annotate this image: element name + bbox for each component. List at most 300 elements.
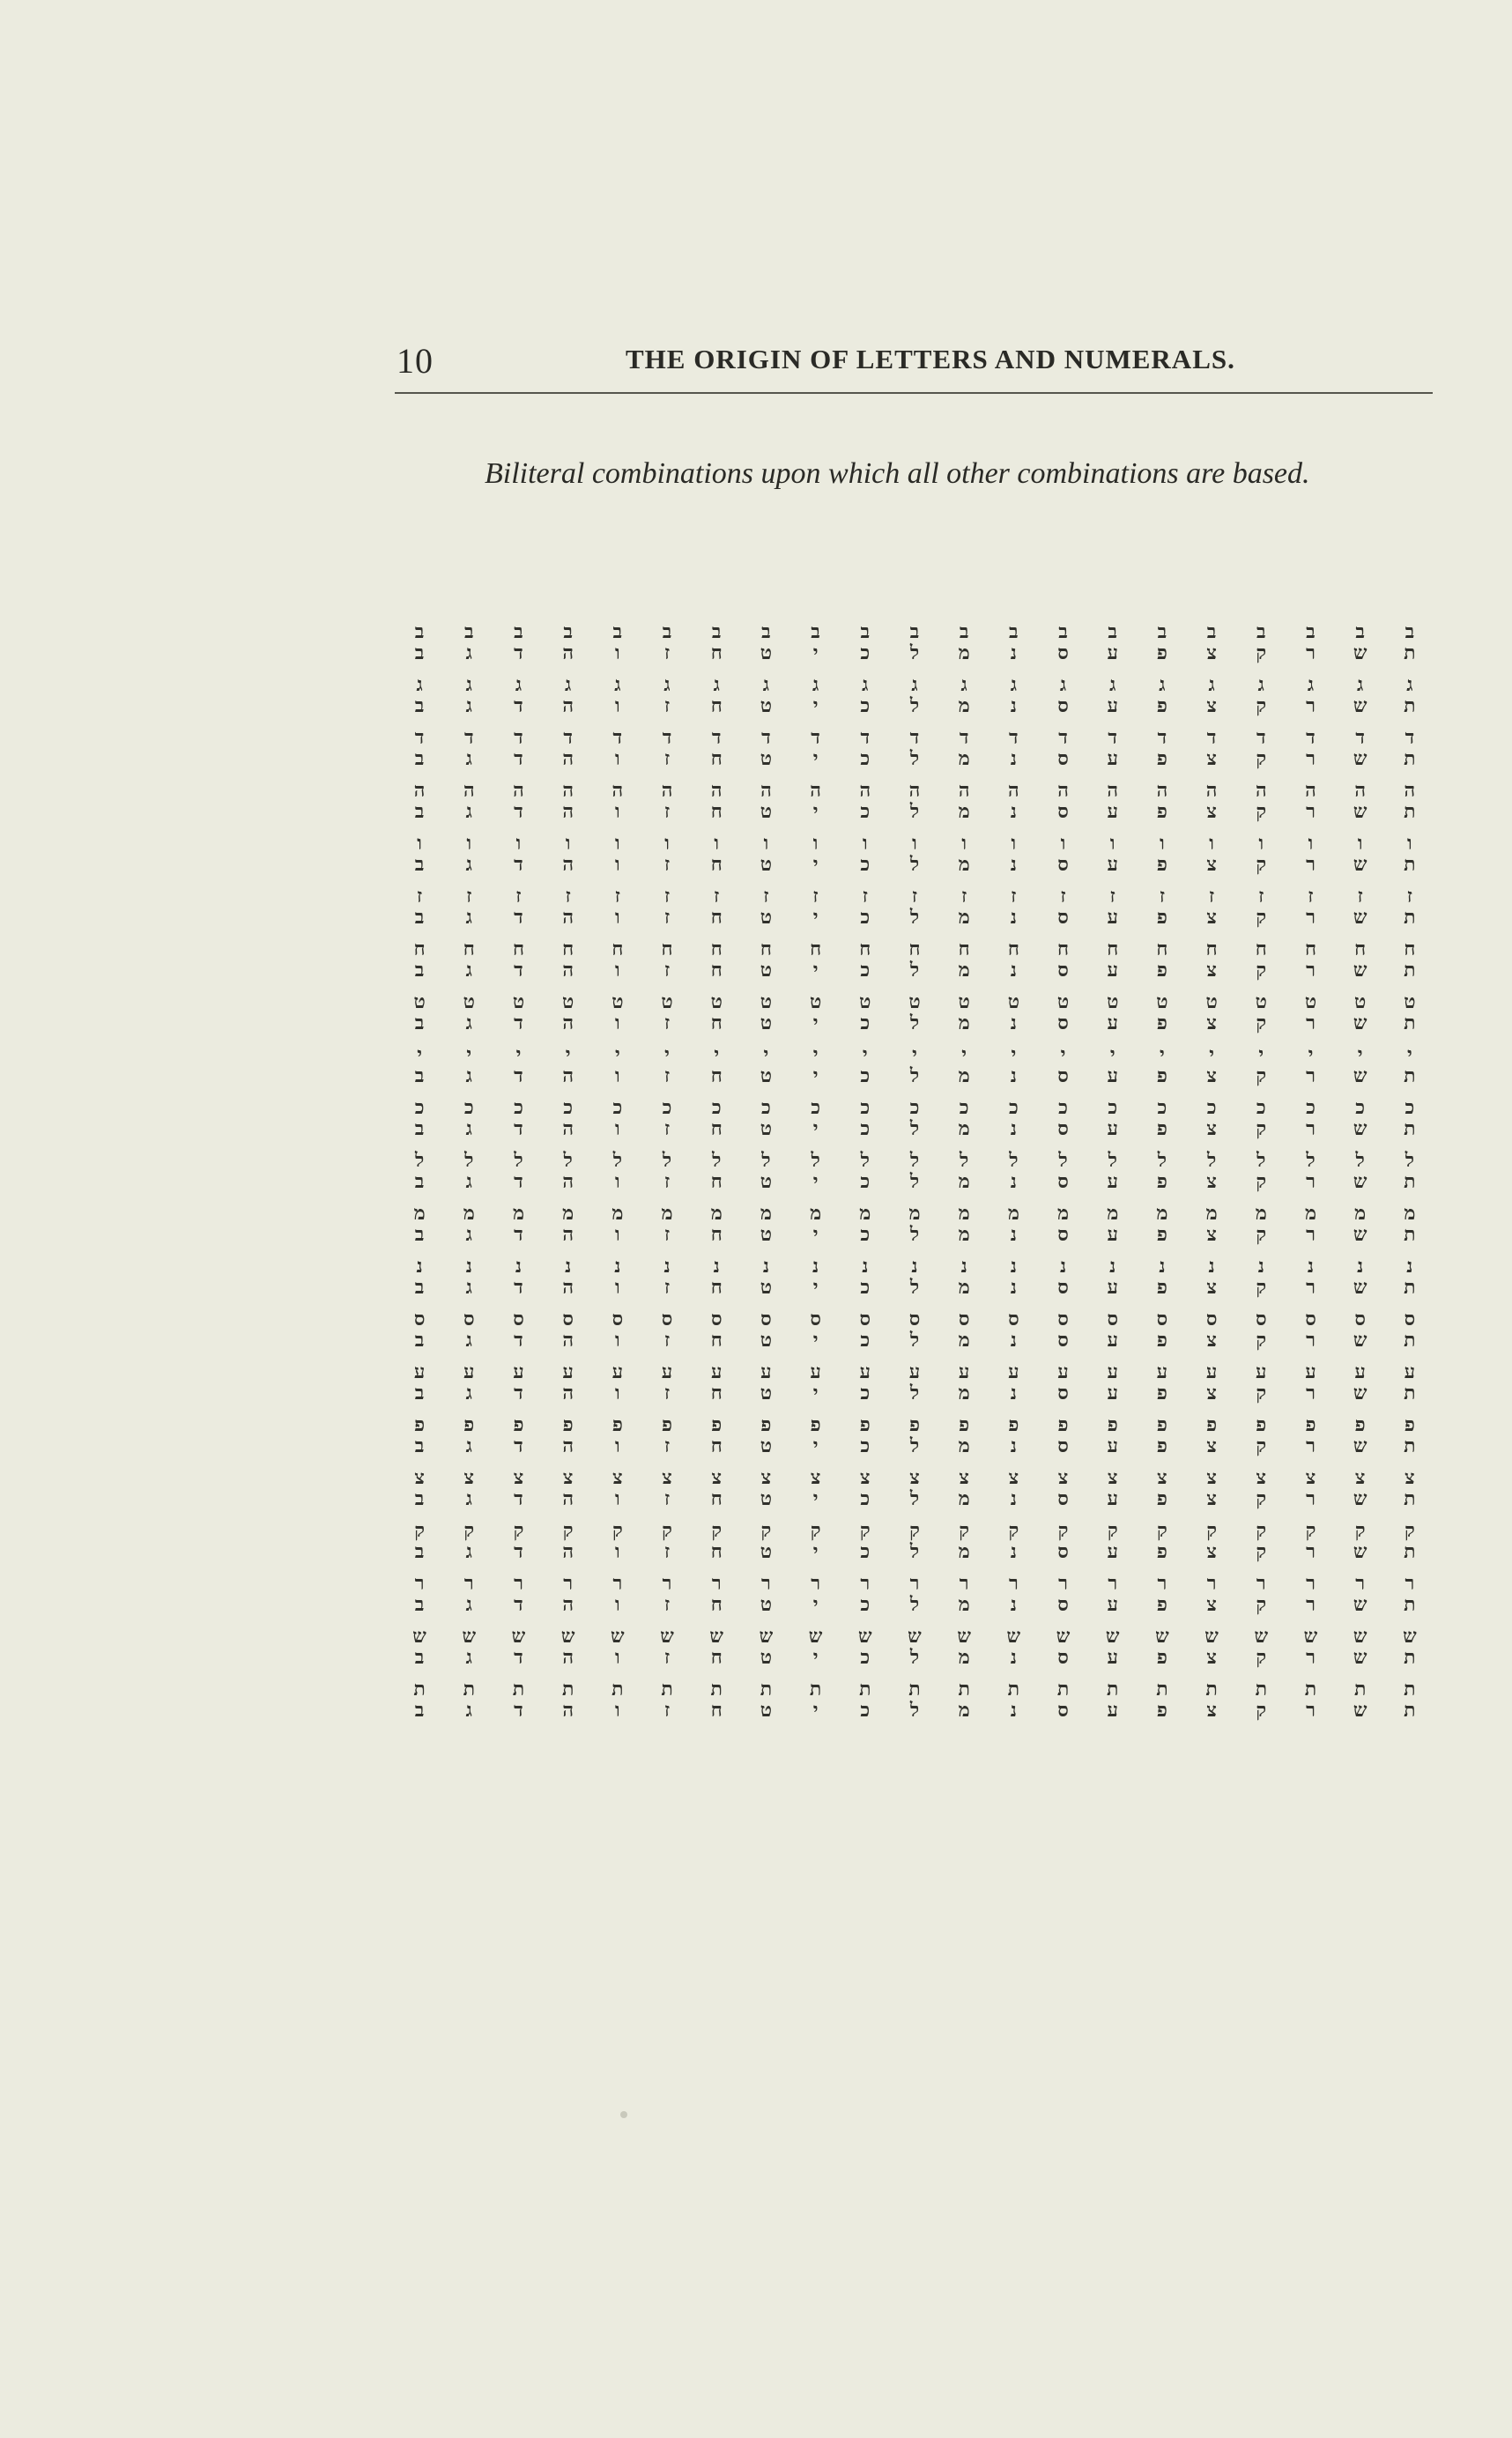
combination-cell: ת ט: [760, 1678, 773, 1722]
combination-cell: ז ס: [1057, 886, 1069, 929]
combination-cell: ס ר: [1305, 1308, 1316, 1352]
combination-cell: ל ע: [1107, 1150, 1118, 1193]
combination-cell: ר ב: [414, 1573, 425, 1616]
combination-cell: ו י: [812, 833, 819, 876]
combination-cell: ש כ: [857, 1626, 872, 1669]
combination-cell: ט מ: [958, 991, 970, 1034]
combination-cell: ט י: [809, 991, 822, 1034]
combination-cell: ה ז: [661, 780, 673, 823]
combination-cell: נ כ: [860, 1256, 871, 1299]
combination-cell: כ ר: [1306, 1097, 1316, 1140]
combination-cell: מ י: [810, 1203, 822, 1246]
combination-cell: נ פ: [1156, 1256, 1167, 1299]
combination-cell: ו ט: [760, 833, 773, 876]
combination-cell: כ ל: [909, 1097, 920, 1140]
combination-cell: ר ד: [514, 1573, 523, 1616]
paper-speck: [620, 2111, 627, 2118]
combination-cell: ה ל: [908, 780, 921, 823]
combination-cell: י ל: [909, 1044, 920, 1087]
combination-cell: ג ו: [614, 674, 621, 717]
combination-cell: ז כ: [860, 886, 871, 929]
combination-cell: צ ס: [1057, 1467, 1069, 1510]
combination-cell: ע כ: [859, 1361, 871, 1404]
combination-cell: ג ש: [1353, 674, 1367, 717]
combination-cell: ע ק: [1256, 1361, 1267, 1404]
combination-cell: ת י: [809, 1678, 822, 1722]
combination-cell: ב ו: [612, 621, 623, 664]
combination-cell: ס ב: [413, 1308, 426, 1352]
combination-cell: ז י: [812, 886, 819, 929]
combination-cell: נ נ: [1010, 1256, 1017, 1299]
combination-cell: פ ר: [1305, 1414, 1316, 1457]
combination-cell: ח ט: [760, 938, 773, 982]
combination-cell: ל ג: [464, 1150, 474, 1193]
combination-cell: ת ש: [1353, 1678, 1367, 1722]
combination-cell: מ פ: [1156, 1203, 1168, 1246]
combination-cell: י פ: [1156, 1044, 1167, 1087]
combination-cell: ז ל: [909, 886, 920, 929]
combination-cell: ו ח: [710, 833, 723, 876]
combination-cell: ע צ: [1205, 1361, 1218, 1404]
combination-cell: ו ר: [1306, 833, 1316, 876]
combination-cell: ע פ: [1156, 1361, 1168, 1404]
combination-cell: ד צ: [1206, 727, 1217, 770]
combination-cell: צ ו: [612, 1467, 623, 1510]
combination-row: [395, 1674, 1434, 1727]
combination-cell: ע נ: [1008, 1361, 1019, 1404]
combination-cell: ב צ: [1206, 621, 1217, 664]
combination-cell: צ פ: [1156, 1467, 1167, 1510]
combination-cell: ס ק: [1256, 1308, 1267, 1352]
combination-cell: ה ט: [760, 780, 773, 823]
combination-cell: פ ח: [710, 1414, 723, 1457]
combination-row: [395, 1145, 1434, 1198]
combination-cell: מ כ: [859, 1203, 871, 1246]
combination-cell: ח ע: [1107, 938, 1119, 982]
combination-cell: ת ת: [1404, 1678, 1416, 1722]
combination-cell: ת ק: [1255, 1678, 1267, 1722]
combination-row: [395, 881, 1434, 934]
combination-cell: ח ק: [1255, 938, 1267, 982]
combination-cell: ט ר: [1304, 991, 1317, 1034]
combination-cell: פ ק: [1256, 1414, 1267, 1457]
combination-cell: ב פ: [1156, 621, 1167, 664]
combination-row: [395, 1463, 1434, 1515]
combination-row: [395, 1040, 1434, 1093]
combination-cell: ז מ: [958, 886, 970, 929]
combination-cell: צ ת: [1404, 1467, 1416, 1510]
combination-cell: פ כ: [859, 1414, 871, 1457]
combination-cell: ר ג: [463, 1573, 474, 1616]
combination-cell: ר י: [811, 1573, 820, 1616]
combination-cell: ש ס: [1056, 1626, 1071, 1669]
combination-cell: צ ע: [1107, 1467, 1118, 1510]
combination-cell: ת ג: [463, 1678, 475, 1722]
combination-cell: פ ו: [611, 1414, 623, 1457]
combination-row: [395, 1357, 1434, 1410]
combination-cell: ז ח: [710, 886, 723, 929]
combination-cell: ט ה: [562, 991, 574, 1034]
combination-cell: י ר: [1306, 1044, 1316, 1087]
combination-cell: צ ק: [1256, 1467, 1267, 1510]
combination-cell: כ ד: [514, 1097, 523, 1140]
combination-cell: כ מ: [958, 1097, 970, 1140]
combination-cell: ח פ: [1156, 938, 1168, 982]
combination-cell: ש פ: [1155, 1626, 1169, 1669]
combination-cell: ב ק: [1256, 621, 1267, 664]
combination-cell: ט ש: [1353, 991, 1367, 1034]
combination-cell: ה ש: [1353, 780, 1367, 823]
combination-cell: ק ק: [1256, 1520, 1267, 1563]
combination-cell: ת ח: [710, 1678, 723, 1722]
combination-cell: ד י: [811, 727, 820, 770]
combination-cell: צ כ: [860, 1467, 871, 1510]
combination-cell: ת ז: [661, 1678, 673, 1722]
combination-cell: ו כ: [860, 833, 871, 876]
combination-cell: ג פ: [1156, 674, 1167, 717]
combination-cell: ו ע: [1107, 833, 1118, 876]
combination-cell: ש ו: [611, 1626, 625, 1669]
combination-cell: כ ח: [710, 1097, 723, 1140]
combination-cell: ד ס: [1057, 727, 1069, 770]
combination-cell: נ ה: [562, 1256, 574, 1299]
combination-cell: ה כ: [859, 780, 871, 823]
combination-cell: ג ז: [663, 674, 671, 717]
combination-cell: ק ט: [760, 1520, 773, 1563]
combination-row: [395, 1093, 1434, 1145]
combination-cell: ל י: [811, 1150, 820, 1193]
combination-cell: ל נ: [1009, 1150, 1019, 1193]
combination-cell: ו ס: [1057, 833, 1069, 876]
combination-cell: ז ט: [760, 886, 773, 929]
combination-cell: ז ג: [465, 886, 472, 929]
combination-cell: ב מ: [958, 621, 970, 664]
combination-cell: ח ש: [1353, 938, 1367, 982]
combination-cell: ו מ: [958, 833, 970, 876]
combination-cell: ב כ: [860, 621, 871, 664]
combination-cell: ר מ: [958, 1573, 970, 1616]
combination-cell: ד נ: [1009, 727, 1019, 770]
combination-cell: ד ו: [612, 727, 623, 770]
combination-cell: צ ט: [760, 1467, 773, 1510]
combination-cell: ת ה: [561, 1678, 574, 1722]
combination-cell: ז ז: [663, 886, 671, 929]
combination-cell: ק ע: [1107, 1520, 1118, 1563]
combination-cell: ג ח: [710, 674, 723, 717]
combination-cell: ר ז: [662, 1573, 672, 1616]
combination-cell: ד ד: [514, 727, 523, 770]
combination-cell: ג ר: [1306, 674, 1316, 717]
combination-cell: ה י: [810, 780, 821, 823]
combination-cell: כ כ: [860, 1097, 871, 1140]
combination-cell: ס פ: [1156, 1308, 1168, 1352]
combination-cell: ק ש: [1353, 1520, 1367, 1563]
combination-cell: ק ה: [562, 1520, 574, 1563]
combination-cell: ה ב: [413, 780, 426, 823]
combination-row: [395, 987, 1434, 1040]
combination-cell: ג ב: [414, 674, 425, 717]
combination-cell: נ ד: [514, 1256, 523, 1299]
combination-cell: ת ו: [611, 1678, 624, 1722]
combination-cell: ר ה: [562, 1573, 574, 1616]
combination-cell: מ ג: [463, 1203, 475, 1246]
combination-cell: ח כ: [859, 938, 871, 982]
combination-cell: י ז: [663, 1044, 671, 1087]
combination-cell: פ ד: [513, 1414, 524, 1457]
combination-cell: ח ב: [413, 938, 426, 982]
combination-cell: ס ס: [1057, 1308, 1069, 1352]
combination-cell: ז ע: [1107, 886, 1118, 929]
combination-cell: ו ק: [1256, 833, 1267, 876]
combination-cell: כ ש: [1353, 1097, 1367, 1140]
combination-cell: ק ח: [710, 1520, 723, 1563]
combination-cell: ת פ: [1156, 1678, 1168, 1722]
combination-cell: ס ע: [1107, 1308, 1118, 1352]
combination-cell: ג צ: [1206, 674, 1217, 717]
combination-cell: ה מ: [958, 780, 970, 823]
combination-cell: נ מ: [958, 1256, 970, 1299]
combination-cell: ש ל: [908, 1626, 922, 1669]
combination-cell: ש ד: [511, 1626, 526, 1669]
combination-cell: ז ר: [1306, 886, 1316, 929]
combination-cell: ג ת: [1404, 674, 1416, 717]
combination-cell: ד ש: [1353, 727, 1367, 770]
combination-cell: ת נ: [1007, 1678, 1020, 1722]
combination-cell: ד מ: [958, 727, 970, 770]
combination-cell: ד ע: [1107, 727, 1118, 770]
combination-cell: כ ס: [1057, 1097, 1069, 1140]
combination-cell: ב ר: [1306, 621, 1316, 664]
combination-cell: י ש: [1353, 1044, 1367, 1087]
combination-cell: ע י: [810, 1361, 821, 1404]
combination-cell: ס ו: [611, 1308, 624, 1352]
combination-row: [395, 828, 1434, 881]
combination-cell: ו ז: [663, 833, 671, 876]
combination-cell: ל ז: [662, 1150, 672, 1193]
combination-cell: ע ו: [611, 1361, 624, 1404]
combination-cell: ס מ: [958, 1308, 970, 1352]
combination-cell: כ ג: [463, 1097, 474, 1140]
combination-cell: ב ג: [463, 621, 474, 664]
combination-cell: ט צ: [1205, 991, 1218, 1034]
combination-cell: מ ש: [1353, 1203, 1367, 1246]
combination-cell: צ ר: [1305, 1467, 1316, 1510]
combination-cell: פ מ: [958, 1414, 970, 1457]
combination-cell: ז ש: [1353, 886, 1367, 929]
combination-row: [395, 723, 1434, 775]
combination-cell: ד כ: [860, 727, 871, 770]
combination-cell: ד ז: [662, 727, 672, 770]
combination-cell: ט ג: [463, 991, 475, 1034]
combination-cell: צ ג: [463, 1467, 475, 1510]
combination-cell: ח ר: [1304, 938, 1316, 982]
combination-cell: ת ע: [1107, 1678, 1119, 1722]
combination-cell: ל ו: [612, 1150, 622, 1193]
combination-cell: פ ס: [1057, 1414, 1069, 1457]
combination-cell: כ פ: [1156, 1097, 1167, 1140]
combination-cell: ט ע: [1107, 991, 1119, 1034]
combination-cell: ס ד: [513, 1308, 524, 1352]
combination-cell: ל ד: [514, 1150, 523, 1193]
combination-cell: ק ל: [909, 1520, 920, 1563]
combination-row: [395, 775, 1434, 828]
combination-cell: ז ה: [562, 886, 574, 929]
combination-cell: ח ז: [661, 938, 673, 982]
combination-cell: כ ק: [1256, 1097, 1267, 1140]
combination-cell: ב ד: [514, 621, 523, 664]
combination-cell: ו ד: [514, 833, 523, 876]
combination-cell: ק ד: [513, 1520, 524, 1563]
combination-cell: ג י: [812, 674, 819, 717]
combination-cell: י ט: [760, 1044, 773, 1087]
combination-cell: ג ג: [465, 674, 472, 717]
combination-cell: י ק: [1256, 1044, 1267, 1087]
combination-cell: ג ה: [562, 674, 574, 717]
combination-cell: ט נ: [1007, 991, 1019, 1034]
combination-cell: ב ע: [1107, 621, 1118, 664]
combination-cell: ו ה: [562, 833, 574, 876]
combination-cell: ש ה: [560, 1626, 575, 1669]
combination-cell: נ ר: [1306, 1256, 1316, 1299]
combination-cell: י ד: [514, 1044, 523, 1087]
combination-cell: ח נ: [1007, 938, 1019, 982]
combination-cell: ח ו: [611, 938, 624, 982]
combination-cell: ס ש: [1353, 1308, 1367, 1352]
combination-cell: כ צ: [1206, 1097, 1217, 1140]
combination-cell: ר כ: [860, 1573, 871, 1616]
combination-cell: ה ע: [1107, 780, 1119, 823]
combination-cell: י נ: [1010, 1044, 1017, 1087]
combination-cell: נ ע: [1107, 1256, 1118, 1299]
combination-cell: צ מ: [958, 1467, 970, 1510]
combination-cell: ב י: [811, 621, 820, 664]
combination-cell: נ ח: [710, 1256, 723, 1299]
combination-cell: ק ז: [662, 1520, 672, 1563]
combination-cell: כ ה: [562, 1097, 574, 1140]
combination-cell: ו נ: [1010, 833, 1017, 876]
combination-cell: מ ט: [760, 1203, 773, 1246]
combination-cell: פ ת: [1404, 1414, 1416, 1457]
combination-cell: ת ל: [908, 1678, 921, 1722]
combination-cell: ה ת: [1404, 780, 1416, 823]
combination-cell: ח ח: [710, 938, 723, 982]
combination-cell: ת כ: [859, 1678, 871, 1722]
combination-cell: ש ש: [1353, 1626, 1367, 1669]
combination-cell: ח ה: [562, 938, 574, 982]
combination-cell: ז ק: [1256, 886, 1267, 929]
combination-cell: ת ס: [1056, 1678, 1070, 1722]
combination-cell: ל ח: [710, 1150, 723, 1193]
combination-cell: ב ז: [662, 621, 672, 664]
combination-cell: ז נ: [1010, 886, 1017, 929]
combination-cell: פ ש: [1353, 1414, 1367, 1457]
combination-cell: ק ג: [463, 1520, 475, 1563]
combination-cell: צ צ: [1206, 1467, 1217, 1510]
combination-cell: ע ב: [413, 1361, 426, 1404]
combination-row: [395, 1410, 1434, 1463]
combination-cell: ה נ: [1008, 780, 1019, 823]
combination-cell: ו צ: [1206, 833, 1217, 876]
combination-cell: ה ק: [1255, 780, 1267, 823]
combination-cell: ט ל: [908, 991, 921, 1034]
combination-cell: מ ו: [611, 1203, 624, 1246]
combination-cell: ב ט: [760, 621, 773, 664]
combination-cell: ק ב: [414, 1520, 425, 1563]
combination-cell: ו ב: [414, 833, 425, 876]
combination-row: [395, 670, 1434, 723]
combination-cell: ש י: [808, 1626, 823, 1669]
combination-cell: ה ס: [1057, 780, 1069, 823]
combination-cell: כ ט: [760, 1097, 773, 1140]
combination-cell: מ ב: [413, 1203, 426, 1246]
combination-cell: ק ת: [1404, 1520, 1416, 1563]
combination-cell: ב ס: [1057, 621, 1069, 664]
combination-cell: נ ב: [414, 1256, 425, 1299]
combination-cell: פ פ: [1156, 1414, 1167, 1457]
combination-cell: י ב: [414, 1044, 425, 1087]
combination-cell: ד ק: [1256, 727, 1267, 770]
combination-cell: ו ג: [465, 833, 472, 876]
combination-cell: ב ש: [1353, 621, 1367, 664]
combination-cell: ק כ: [859, 1520, 871, 1563]
combination-cell: ו ש: [1353, 833, 1367, 876]
combination-cell: פ ל: [908, 1414, 920, 1457]
combination-cell: י ס: [1057, 1044, 1069, 1087]
combination-cell: י ג: [465, 1044, 472, 1087]
combination-cell: ק נ: [1008, 1520, 1019, 1563]
combination-cell: ע ס: [1057, 1361, 1069, 1404]
combination-cell: ט ד: [512, 991, 525, 1034]
combination-cell: ע ד: [513, 1361, 524, 1404]
combination-cell: ח ד: [512, 938, 524, 982]
combination-cell: ז ת: [1404, 886, 1416, 929]
combination-cell: ק ס: [1057, 1520, 1069, 1563]
combination-cell: ה ר: [1305, 780, 1316, 823]
combination-cell: ט ב: [413, 991, 426, 1034]
combination-cell: ע ח: [710, 1361, 723, 1404]
page-number: 10: [397, 341, 434, 381]
combination-cell: ל ט: [760, 1150, 773, 1193]
combination-cell: ש ז: [660, 1626, 674, 1669]
combination-cell: ו ל: [909, 833, 920, 876]
combination-cell: ה פ: [1156, 780, 1168, 823]
combination-cell: ל ת: [1404, 1150, 1416, 1193]
combination-cell: ש ג: [462, 1626, 477, 1669]
combination-cell: ר ש: [1353, 1573, 1367, 1616]
combination-cell: ל צ: [1206, 1150, 1217, 1193]
combination-cell: י ת: [1404, 1044, 1416, 1087]
combination-cell: ה ח: [710, 780, 723, 823]
combination-cell: מ מ: [958, 1203, 970, 1246]
combination-cell: ה ו: [611, 780, 624, 823]
combination-cell: ג ע: [1107, 674, 1118, 717]
combination-cell: ט ו: [611, 991, 624, 1034]
combination-cell: ג ל: [909, 674, 920, 717]
combination-cell: מ ז: [661, 1203, 673, 1246]
combination-cell: פ ב: [414, 1414, 426, 1457]
combination-cell: נ ז: [663, 1256, 671, 1299]
combination-row: [395, 1198, 1434, 1251]
combination-cell: ע ז: [661, 1361, 673, 1404]
combination-cell: נ ג: [465, 1256, 472, 1299]
combination-cell: כ ו: [612, 1097, 623, 1140]
combination-cell: ג נ: [1010, 674, 1017, 717]
combination-cell: ז פ: [1156, 886, 1167, 929]
combination-cell: ס ז: [661, 1308, 673, 1352]
combination-row: [395, 617, 1434, 670]
combination-cell: ע ט: [760, 1361, 773, 1404]
combination-cell: י ו: [614, 1044, 620, 1087]
